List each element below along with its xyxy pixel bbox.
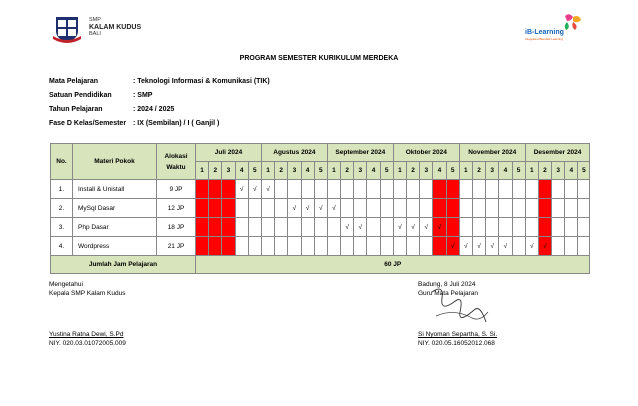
week-cell <box>433 180 446 199</box>
week-cell: √ <box>354 218 367 237</box>
week-cell <box>525 199 538 218</box>
total-row <box>51 256 590 274</box>
week-header: 1 <box>525 162 538 180</box>
school-name <box>89 17 141 38</box>
week-cell <box>499 218 512 237</box>
week-header: 1 <box>327 162 340 180</box>
sig-right-line1: Badung, 8 Juli 2024 <box>418 281 476 288</box>
week-cell: √ <box>420 218 433 237</box>
week-cell <box>499 180 512 199</box>
week-cell <box>288 180 301 199</box>
week-cell <box>446 199 459 218</box>
sig-left-line1: Mengetahui <box>49 281 83 288</box>
week-header: 4 <box>565 162 578 180</box>
week-header: 4 <box>301 162 314 180</box>
week-cell <box>235 199 248 218</box>
row-materi: Wordpress <box>73 237 157 256</box>
week-header: 5 <box>578 162 590 180</box>
week-header: 3 <box>354 162 367 180</box>
week-cell <box>248 199 261 218</box>
week-cell <box>525 218 538 237</box>
week-cell <box>196 237 209 256</box>
week-cell <box>209 180 222 199</box>
sig-right-line2: Guru Mata Pelajaran <box>418 290 478 297</box>
week-cell <box>446 218 459 237</box>
table-header-row <box>51 144 590 162</box>
week-header: 4 <box>367 162 380 180</box>
week-cell: √ <box>538 237 551 256</box>
table-row <box>51 180 590 199</box>
school-logo <box>52 14 82 44</box>
row-materi: Php Dasar <box>73 218 157 237</box>
week-cell <box>552 199 565 218</box>
schedule-table <box>50 143 590 274</box>
week-header: 5 <box>314 162 327 180</box>
week-cell <box>446 180 459 199</box>
week-cell <box>552 218 565 237</box>
week-cell <box>327 180 340 199</box>
week-cell <box>499 199 512 218</box>
week-cell <box>209 199 222 218</box>
week-cell <box>341 199 354 218</box>
week-cell <box>261 218 274 237</box>
week-cell <box>354 237 367 256</box>
week-cell <box>472 218 485 237</box>
week-cell <box>275 180 288 199</box>
week-header: 3 <box>486 162 499 180</box>
week-cell <box>538 199 551 218</box>
week-cell <box>301 237 314 256</box>
week-cell <box>222 218 235 237</box>
week-cell: √ <box>499 237 512 256</box>
week-cell <box>196 218 209 237</box>
week-header: 2 <box>341 162 354 180</box>
ib-learning-logo <box>521 12 587 42</box>
week-cell: √ <box>235 180 248 199</box>
week-cell: √ <box>446 237 459 256</box>
document-title: PROGRAM SEMESTER KURIKULUM MERDEKA <box>239 55 399 62</box>
table-row <box>51 199 590 218</box>
week-cell <box>393 199 406 218</box>
week-header: 2 <box>472 162 485 180</box>
week-cell <box>565 218 578 237</box>
school-line: BALI <box>89 31 101 37</box>
week-cell <box>512 237 525 256</box>
week-header: 3 <box>420 162 433 180</box>
week-cell <box>486 218 499 237</box>
week-cell <box>327 237 340 256</box>
week-cell <box>393 237 406 256</box>
week-cell <box>301 218 314 237</box>
week-cell <box>222 199 235 218</box>
row-materi: MySql Dasar <box>73 199 157 218</box>
week-cell: √ <box>248 180 261 199</box>
row-number: 3. <box>51 218 73 237</box>
week-cell <box>314 180 327 199</box>
week-cell <box>209 237 222 256</box>
week-cell <box>512 199 525 218</box>
week-cell <box>261 237 274 256</box>
week-header: 1 <box>261 162 274 180</box>
sig-right-nip: NIY. 020.05.16052012.068 <box>418 340 495 347</box>
info-label: Mata Pelajaran <box>49 78 99 85</box>
week-cell: √ <box>301 199 314 218</box>
week-header: 2 <box>209 162 222 180</box>
week-cell <box>512 180 525 199</box>
week-cell <box>393 180 406 199</box>
week-header: 4 <box>499 162 512 180</box>
week-cell <box>407 180 420 199</box>
week-cell <box>420 180 433 199</box>
school-line: SMP <box>89 17 101 23</box>
info-row <box>49 77 270 87</box>
week-cell <box>248 218 261 237</box>
week-cell <box>565 180 578 199</box>
week-cell <box>380 218 393 237</box>
week-header: 4 <box>433 162 446 180</box>
week-cell <box>380 180 393 199</box>
week-cell: √ <box>433 218 446 237</box>
week-cell <box>367 237 380 256</box>
week-header: 5 <box>380 162 393 180</box>
row-number: 4. <box>51 237 73 256</box>
week-header: 1 <box>459 162 472 180</box>
sig-left-line2: Kepala SMP Kalam Kudus <box>49 290 126 297</box>
sig-left-name: Yustina Ratna Dewi, S.Pd <box>49 331 124 338</box>
week-cell: √ <box>525 237 538 256</box>
row-number: 1. <box>51 180 73 199</box>
week-cell <box>275 199 288 218</box>
row-alokasi: 18 JP <box>157 218 196 237</box>
week-cell: √ <box>393 218 406 237</box>
week-cell <box>314 237 327 256</box>
week-cell <box>525 180 538 199</box>
week-cell <box>222 180 235 199</box>
week-header: 5 <box>248 162 261 180</box>
week-header: 3 <box>552 162 565 180</box>
week-header: 3 <box>222 162 235 180</box>
week-cell <box>472 180 485 199</box>
week-header: 4 <box>235 162 248 180</box>
week-header: 5 <box>446 162 459 180</box>
week-cell <box>235 237 248 256</box>
info-label: Satuan Pendidikan <box>49 92 112 99</box>
week-cell: √ <box>407 218 420 237</box>
row-alokasi: 12 JP <box>157 199 196 218</box>
row-alokasi: 21 JP <box>157 237 196 256</box>
week-cell <box>538 218 551 237</box>
week-header: 2 <box>275 162 288 180</box>
row-alokasi: 9 JP <box>157 180 196 199</box>
week-header: 1 <box>393 162 406 180</box>
month-header: Oktober 2024 <box>393 144 459 162</box>
week-cell <box>380 237 393 256</box>
school-line: KALAM KUDUS <box>89 24 142 31</box>
week-cell <box>196 180 209 199</box>
week-cell <box>314 218 327 237</box>
month-header: September 2024 <box>327 144 393 162</box>
week-cell <box>288 237 301 256</box>
week-cell <box>248 237 261 256</box>
week-cell: √ <box>327 199 340 218</box>
week-cell <box>380 199 393 218</box>
week-cell <box>288 218 301 237</box>
week-cell <box>341 237 354 256</box>
week-cell <box>486 199 499 218</box>
info-row <box>49 91 152 101</box>
week-cell <box>459 218 472 237</box>
week-cell: √ <box>261 180 274 199</box>
week-cell <box>367 180 380 199</box>
week-cell: √ <box>341 218 354 237</box>
week-cell <box>275 218 288 237</box>
info-value: : Teknologi Informasi & Komunikasi (TIK) <box>133 78 270 85</box>
month-header: November 2024 <box>459 144 525 162</box>
info-label: Tahun Pelajaran <box>49 106 103 113</box>
total-label: Jumlah Jam Pelajaran <box>51 256 196 274</box>
col-materi-header: Materi Pokok <box>73 144 157 180</box>
week-cell <box>578 237 590 256</box>
week-cell <box>486 180 499 199</box>
week-cell <box>354 199 367 218</box>
week-cell <box>578 180 590 199</box>
week-header: 1 <box>196 162 209 180</box>
week-cell <box>578 199 590 218</box>
total-value: 60 JP <box>196 256 590 274</box>
week-cell <box>261 199 274 218</box>
week-cell <box>538 180 551 199</box>
row-materi: Install & Unistall <box>73 180 157 199</box>
week-cell <box>301 180 314 199</box>
week-cell <box>222 237 235 256</box>
month-header: Juli 2024 <box>196 144 262 162</box>
week-cell <box>433 199 446 218</box>
week-cell <box>512 218 525 237</box>
week-cell <box>407 237 420 256</box>
col-alokasi-header: Alokasi Waktu <box>157 144 196 180</box>
week-cell: √ <box>472 237 485 256</box>
week-cell <box>354 180 367 199</box>
week-header: 5 <box>512 162 525 180</box>
week-cell: √ <box>486 237 499 256</box>
table-row <box>51 218 590 237</box>
week-cell: √ <box>288 199 301 218</box>
month-header: Agustus 2024 <box>261 144 327 162</box>
week-header: 3 <box>288 162 301 180</box>
week-cell <box>341 180 354 199</box>
week-cell <box>459 199 472 218</box>
week-cell: √ <box>314 199 327 218</box>
sig-right-name: Si Nyoman Separtha, S. Si. <box>418 331 498 338</box>
sig-left-nip: NIY. 020.03.01072005.009 <box>49 340 126 347</box>
week-cell <box>275 237 288 256</box>
info-row <box>49 105 174 115</box>
week-cell <box>209 218 222 237</box>
col-no-header: No. <box>51 144 73 180</box>
week-cell <box>578 218 590 237</box>
info-value: : SMP <box>133 92 153 99</box>
week-cell <box>420 237 433 256</box>
week-cell <box>407 199 420 218</box>
brand-name: iB-Learning <box>525 29 564 36</box>
week-cell <box>196 199 209 218</box>
week-cell <box>565 199 578 218</box>
info-value: : IX (Sembilan) / I ( Ganjil ) <box>133 120 220 127</box>
week-cell <box>552 237 565 256</box>
week-cell <box>552 180 565 199</box>
info-row <box>49 119 219 129</box>
info-label: Fase D Kelas/Semester <box>49 120 127 127</box>
week-cell <box>565 237 578 256</box>
week-cell <box>472 199 485 218</box>
week-cell <box>420 199 433 218</box>
brand-tagline: Integrated Blended Learning <box>525 37 563 41</box>
week-cell <box>433 237 446 256</box>
week-header: 2 <box>538 162 551 180</box>
week-header: 2 <box>407 162 420 180</box>
week-cell <box>459 180 472 199</box>
week-cell: √ <box>459 237 472 256</box>
row-number: 2. <box>51 199 73 218</box>
week-cell <box>367 218 380 237</box>
month-header: Desember 2024 <box>525 144 590 162</box>
week-cell <box>235 218 248 237</box>
week-cell <box>367 199 380 218</box>
week-cell <box>327 218 340 237</box>
info-value: : 2024 / 2025 <box>133 106 175 113</box>
table-row <box>51 237 590 256</box>
